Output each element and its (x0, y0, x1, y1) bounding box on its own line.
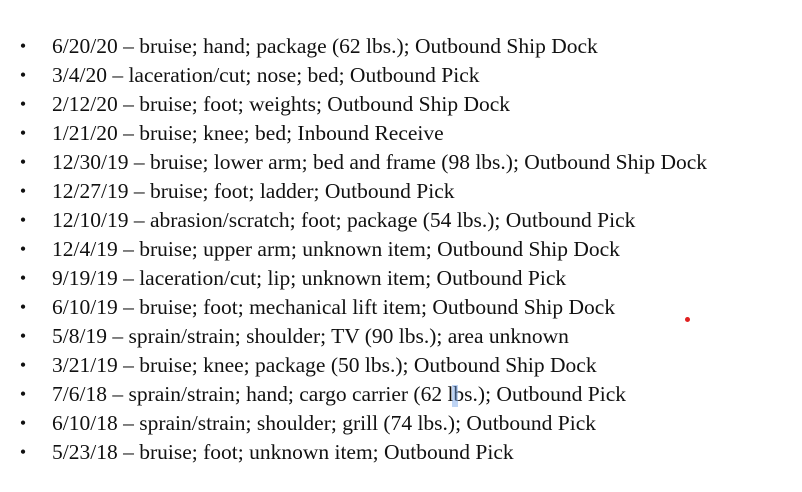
list-item (14, 148, 794, 177)
list-item-text[interactable]: 1/21/20 – bruise; knee; bed; Inbound Receive (52, 121, 444, 145)
list-item (14, 119, 794, 148)
bullet-icon: • (19, 384, 27, 404)
bullet-icon: • (19, 181, 27, 201)
bullet-icon: • (19, 210, 27, 230)
list-item-text[interactable]: 3/4/20 – laceration/cut; nose; bed; Outbound Pick (52, 63, 480, 87)
list-item (14, 235, 794, 264)
list-item (14, 351, 794, 380)
list-item (14, 322, 794, 351)
annotation-dot (685, 317, 690, 322)
bullet-icon: • (19, 297, 27, 317)
list-item (14, 438, 794, 467)
bullet-icon: • (19, 442, 27, 462)
bullet-icon: • (19, 152, 27, 172)
bullet-icon: • (19, 268, 27, 288)
bullet-icon: • (19, 123, 27, 143)
list-item-text[interactable]: 9/19/19 – laceration/cut; lip; unknown item; Outbound Pick (52, 266, 567, 290)
list-item-text[interactable]: 6/20/20 – bruise; hand; package (62 lbs.); Outbound Ship Dock (52, 34, 598, 58)
list-item (14, 380, 794, 409)
list-item-text[interactable]: 12/30/19 – bruise; lower arm; bed and frame (98 lbs.); Outbound Ship Dock (52, 150, 708, 174)
list-item-text[interactable]: 12/4/19 – bruise; upper arm; unknown item; Outbound Ship Dock (52, 237, 620, 261)
list-item-text[interactable]: 6/10/19 – bruise; foot; mechanical lift item; Outbound Ship Dock (52, 295, 616, 319)
list-item-text[interactable]: 5/23/18 – bruise; foot; unknown item; Outbound Pick (52, 440, 514, 464)
list-item-text[interactable]: 12/27/19 – bruise; foot; ladder; Outbound Pick (52, 179, 455, 203)
list-item-text[interactable]: 2/12/20 – bruise; foot; weights; Outbound Ship Dock (52, 92, 511, 116)
bullet-icon: • (19, 413, 27, 433)
list-item (14, 32, 794, 61)
bullet-icon: • (19, 36, 27, 56)
bullet-icon: • (19, 65, 27, 85)
bullet-icon: • (19, 94, 27, 114)
list-item (14, 90, 794, 119)
list-item-text[interactable]: 7/6/18 – sprain/strain; hand; cargo carrier (62 lbs.); Outbound Pick (52, 382, 627, 406)
list-item (14, 409, 794, 438)
list-item (14, 177, 794, 206)
incident-list (14, 32, 794, 467)
list-item-text[interactable]: 5/8/19 – sprain/strain; shoulder; TV (90 lbs.); area unknown (52, 324, 569, 348)
list-item (14, 293, 794, 322)
text-cursor (452, 385, 458, 407)
bullet-icon: • (19, 239, 27, 259)
list-item-text[interactable]: 3/21/19 – bruise; knee; package (50 lbs.); Outbound Ship Dock (52, 353, 597, 377)
bullet-icon: • (19, 326, 27, 346)
list-item (14, 61, 794, 90)
list-item-text[interactable]: 6/10/18 – sprain/strain; shoulder; grill (74 lbs.); Outbound Pick (52, 411, 597, 435)
list-item (14, 206, 794, 235)
list-item (14, 264, 794, 293)
list-item-text[interactable]: 12/10/19 – abrasion/scratch; foot; package (54 lbs.); Outbound Pick (52, 208, 636, 232)
bullet-icon: • (19, 355, 27, 375)
